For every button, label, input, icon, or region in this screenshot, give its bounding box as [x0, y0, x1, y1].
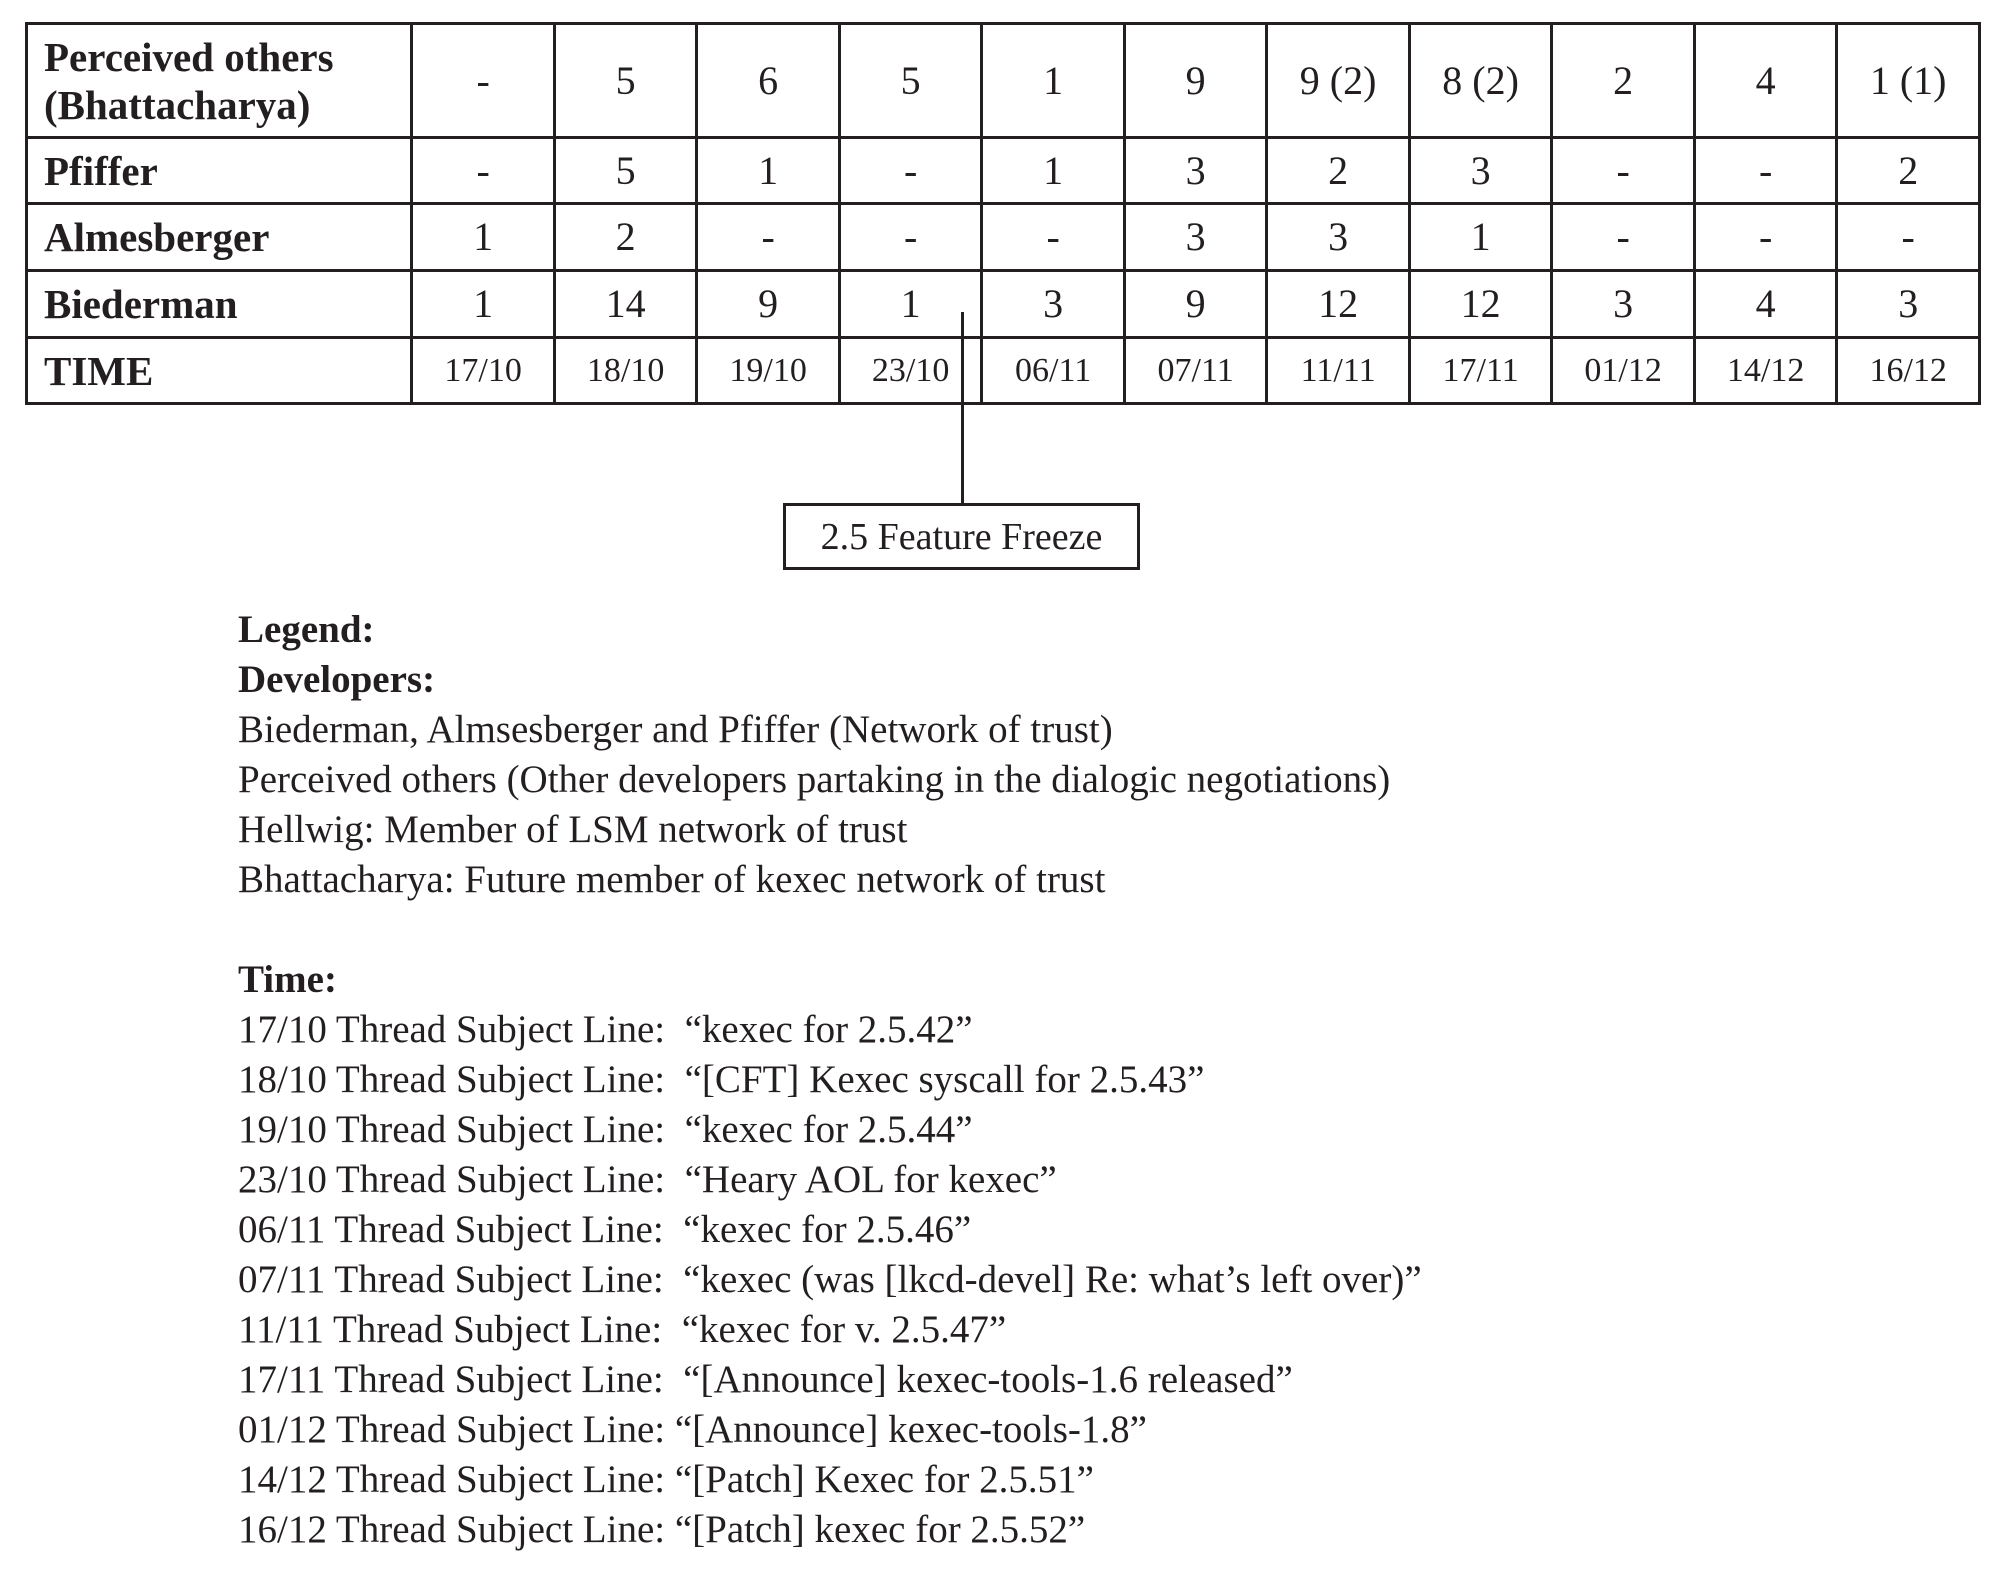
time-entry: 23/10 Thread Subject Line: “Heary AOL for kexec”	[238, 1158, 1057, 1201]
developers-line: Hellwig: Member of LSM network of trust	[238, 808, 908, 851]
date-cell: 23/10	[839, 338, 982, 404]
cell: 1	[412, 204, 555, 271]
time-entry: 01/12 Thread Subject Line: “[Announce] kexec-tools-1.8”	[238, 1408, 1147, 1451]
cell: 3	[1409, 138, 1552, 204]
cell: 12	[1267, 271, 1410, 338]
cell: 3	[1124, 204, 1267, 271]
time-entry: 17/10 Thread Subject Line: “kexec for 2.5.42”	[238, 1008, 973, 1051]
cell: 2	[554, 204, 697, 271]
date-cell: 19/10	[697, 338, 840, 404]
developer-activity-table	[25, 22, 1981, 405]
time-entry: 18/10 Thread Subject Line: “[CFT] Kexec syscall for 2.5.43”	[238, 1058, 1205, 1101]
time-heading: Time:	[238, 958, 337, 1001]
date-cell: 16/12	[1837, 338, 1980, 404]
cell: -	[1837, 204, 1980, 271]
cell: 9	[697, 271, 840, 338]
cell: 3	[1552, 271, 1695, 338]
cell: 4	[1694, 271, 1837, 338]
time-entry: 11/11 Thread Subject Line: “kexec for v. 2.5.47”	[238, 1308, 1007, 1351]
cell: -	[1694, 204, 1837, 271]
cell: 3	[1267, 204, 1410, 271]
cell: 6	[697, 24, 840, 138]
developers-line: Bhattacharya: Future member of kexec network of trust	[238, 858, 1106, 901]
row-biederman	[27, 271, 1980, 338]
cell: 4	[1694, 24, 1837, 138]
date-cell: 17/11	[1409, 338, 1552, 404]
cell: 5	[554, 138, 697, 204]
time-entry: 17/11 Thread Subject Line: “[Announce] kexec-tools-1.6 released”	[238, 1358, 1293, 1401]
cell: 1	[982, 138, 1125, 204]
cell: 8 (2)	[1409, 24, 1552, 138]
cell: 2	[1267, 138, 1410, 204]
time-entry: 19/10 Thread Subject Line: “kexec for 2.5.44”	[238, 1108, 973, 1151]
cell: 1	[412, 271, 555, 338]
time-entry: 16/12 Thread Subject Line: “[Patch] kexec for 2.5.52”	[238, 1508, 1086, 1551]
legend	[238, 605, 1958, 1555]
cell: -	[982, 204, 1125, 271]
cell: -	[412, 24, 555, 138]
cell: 9	[1124, 271, 1267, 338]
date-cell: 01/12	[1552, 338, 1695, 404]
cell: 2	[1837, 138, 1980, 204]
feature-freeze-marker-line	[961, 312, 964, 504]
cell: -	[1552, 138, 1695, 204]
cell: -	[1694, 138, 1837, 204]
row-label-almesberger: Almesberger	[27, 204, 412, 271]
spacer	[238, 905, 1958, 955]
cell: 1 (1)	[1837, 24, 1980, 138]
cell: -	[697, 204, 840, 271]
cell: 3	[982, 271, 1125, 338]
cell: 5	[839, 24, 982, 138]
date-cell: 18/10	[554, 338, 697, 404]
row-label-biederman: Biederman	[27, 271, 412, 338]
date-cell: 11/11	[1267, 338, 1410, 404]
cell: -	[1552, 204, 1695, 271]
time-entry: 06/11 Thread Subject Line: “kexec for 2.5.46”	[238, 1208, 972, 1251]
cell: 1	[1409, 204, 1552, 271]
developers-heading: Developers:	[238, 658, 436, 701]
row-time	[27, 338, 1980, 404]
time-entry: 14/12 Thread Subject Line: “[Patch] Kexec for 2.5.51”	[238, 1458, 1094, 1501]
row-label-pfiffer: Pfiffer	[27, 138, 412, 204]
date-cell: 06/11	[982, 338, 1125, 404]
row-label-perceived-others: Perceived others (Bhattacharya)	[27, 24, 412, 138]
feature-freeze-label: 2.5 Feature Freeze	[783, 503, 1140, 570]
cell: -	[412, 138, 555, 204]
cell: 14	[554, 271, 697, 338]
date-cell: 17/10	[412, 338, 555, 404]
date-cell: 07/11	[1124, 338, 1267, 404]
developers-line: Biederman, Almsesberger and Pfiffer (Network of trust)	[238, 708, 1113, 751]
cell: 1	[839, 271, 982, 338]
cell: 12	[1409, 271, 1552, 338]
cell: 9 (2)	[1267, 24, 1410, 138]
time-entry: 07/11 Thread Subject Line: “kexec (was [lkcd-devel] Re: what’s left over)”	[238, 1258, 1422, 1301]
row-label-time: TIME	[27, 338, 412, 404]
cell: 1	[982, 24, 1125, 138]
cell: 1	[697, 138, 840, 204]
developers-line: Perceived others (Other developers partaking in the dialogic negotiations)	[238, 758, 1391, 801]
cell: 3	[1124, 138, 1267, 204]
cell: 2	[1552, 24, 1695, 138]
legend-title: Legend:	[238, 608, 375, 651]
cell: -	[839, 204, 982, 271]
date-cell: 14/12	[1694, 338, 1837, 404]
cell: -	[839, 138, 982, 204]
row-pfiffer	[27, 138, 1980, 204]
cell: 9	[1124, 24, 1267, 138]
row-almesberger	[27, 204, 1980, 271]
row-perceived-others	[27, 24, 1980, 138]
cell: 5	[554, 24, 697, 138]
cell: 3	[1837, 271, 1980, 338]
